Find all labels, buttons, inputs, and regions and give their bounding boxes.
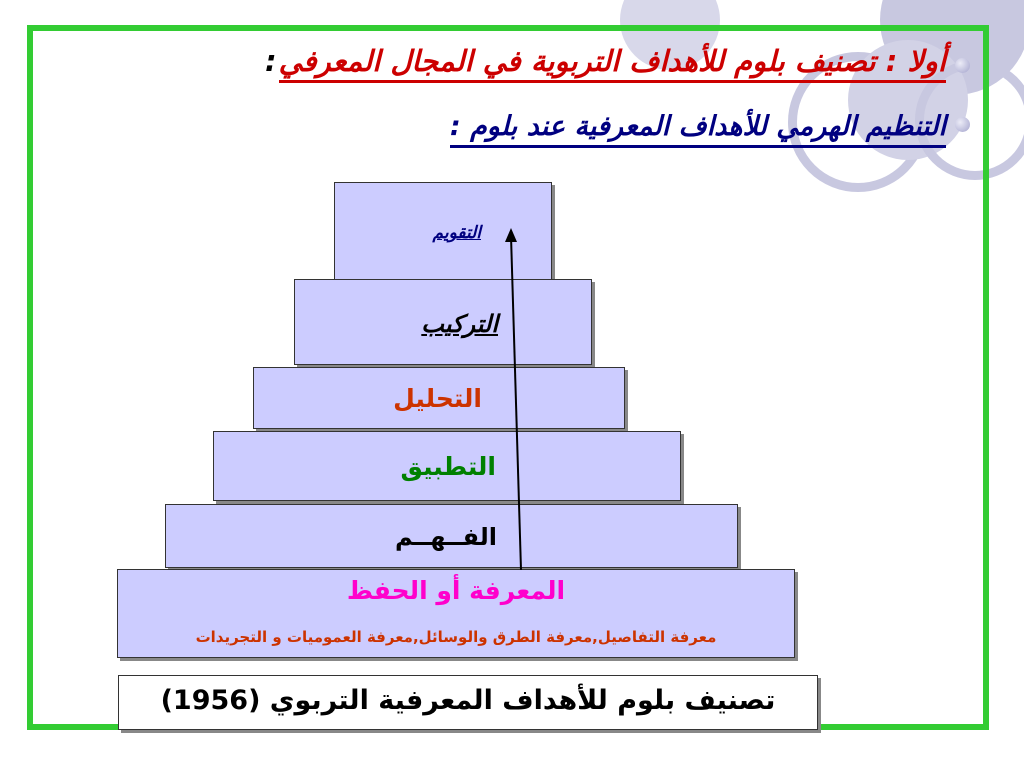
level-label: التركيب (421, 310, 498, 338)
level-sublabel: معرفة التفاصيل,معرفة الطرق والوسائل,معرفة العموميات و التجريدات (195, 628, 717, 646)
level-label: المعرفة أو الحفظ (346, 576, 566, 605)
pyramid-level-comprehension (165, 504, 738, 568)
title-colon: : (264, 44, 277, 78)
pyramid-level-application (213, 431, 681, 501)
pyramid-caption: تصنيف بلوم للأهداف المعرفية التربوي (1956) (118, 675, 818, 730)
pyramid-level-evaluation (334, 182, 552, 280)
slide-title (265, 44, 946, 78)
level-label: التطبيق (400, 452, 496, 481)
level-label: التحليل (393, 384, 482, 413)
pyramid-level-analysis (253, 367, 625, 429)
pyramid-level-knowledge (117, 569, 795, 658)
level-label: التقويم (432, 223, 481, 243)
slide-subtitle: التنظيم الهرمي للأهداف المعرفية عند بلوم : (450, 112, 946, 148)
pyramid-level-synthesis (294, 279, 592, 365)
bullet-icon (955, 58, 970, 73)
bullet-icon (955, 117, 970, 132)
level-label: الفــهــم (395, 523, 497, 551)
title-text: أولا : تصنيف بلوم للأهداف التربوية في المجال المعرفي (279, 44, 946, 83)
